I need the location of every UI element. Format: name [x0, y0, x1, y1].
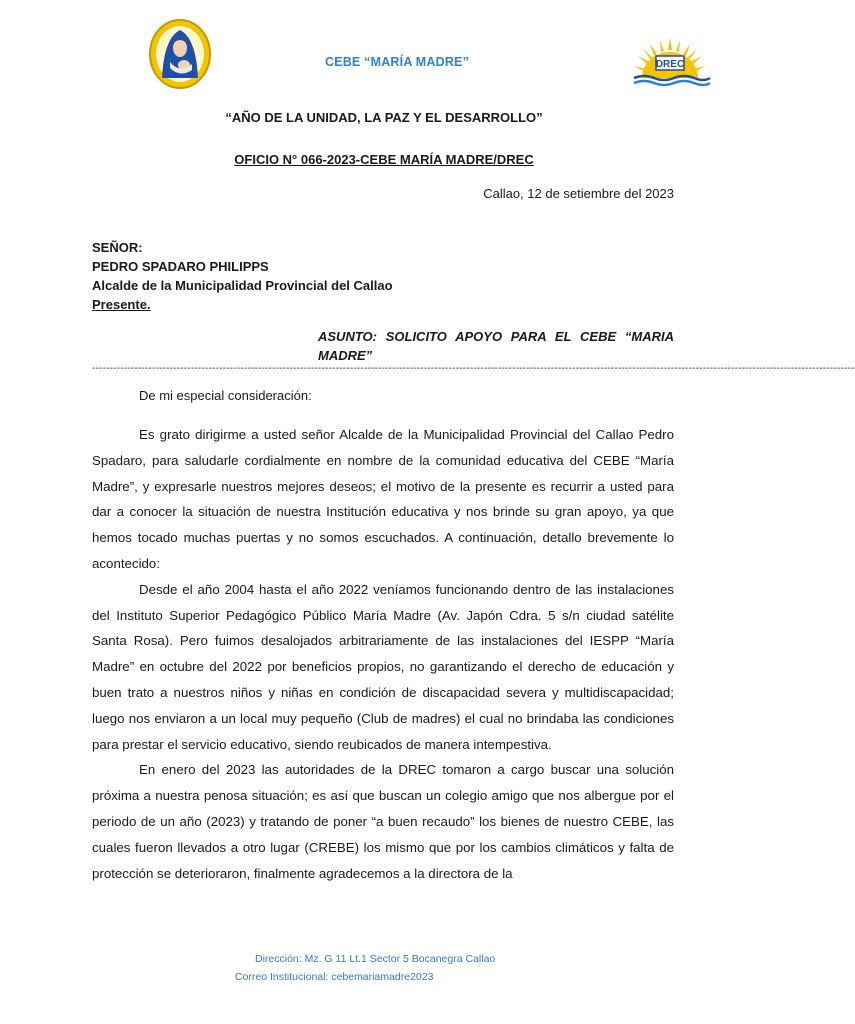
subject-line: ASUNTO: SOLICITO APOYO PARA EL CEBE “MARIA MADRE” [318, 329, 674, 363]
document-number: OFICIO N° 066-2023-CEBE MARÍA MADRE/DREC [234, 152, 534, 167]
maria-madre-logo-icon [148, 18, 212, 90]
recipient-name: PEDRO SPADARO PHILIPPS [92, 259, 269, 274]
greeting: De mi especial consideración: [139, 388, 312, 403]
body-paragraph-1: Es grato dirigirme a usted señor Alcalde de la Municipalidad Provincial del Callao Pedro Spadaro, para saludarle cordialmente en nombre de la comunidad educativa del CEBE “María Madre”, y expresarle nuestros mejores deseos; el motivo de la presente es recurrir a usted para dar a conocer la situación de nuestra Institución educativa y nos brinde su gran apoyo, ya que hemos tocado muchas puertas y no somos escuchados. A continuación, detallo brevemente lo acontecido: [92, 427, 674, 571]
drec-logo-text: DREC [655, 59, 685, 70]
body-paragraph-2: Desde el año 2004 hasta el año 2022 veníamos funcionando dentro de las instalaciones del Instituto Superior Pedagógico Público María Madre (Av. Japón Cdra. 5 s/n ciudad satélite Santa Rosa). Pero fuimos desalojados arbitrariamente de las instalaciones del IESPP “María Madre” en octubre del 2022 por beneficios propios, no garantizando el derecho de educación y buen trato a nuestros niños y niñas en condición de discapacidad severa y multidiscapacidad; luego nos enviaron a un local muy pequeño (Club de madres) el cual no brindaba las condiciones para prestar el servicio educativo, siendo reubicados de manera intempestiva. [92, 581, 674, 752]
letter-body [92, 422, 674, 886]
recipient-title: Alcalde de la Municipalidad Provincial del Callao [92, 278, 393, 293]
year-motto: “AÑO DE LA UNIDAD, LA PAZ Y EL DESARROLLO” [225, 110, 543, 125]
recipient-salutation: SEÑOR: [92, 240, 143, 255]
footer-address: Dirección: Mz. G 11 Lt.1 Sector 5 Bocanegra Callao [255, 953, 496, 965]
recipient-block [92, 238, 393, 314]
document-date: Callao, 12 de setiembre del 2023 [483, 186, 674, 201]
recipient-presente: Presente. [92, 297, 151, 312]
footer-email: Correo Institucional: cebemariamadre2023 [235, 971, 434, 983]
footer [0, 950, 768, 986]
separator-line: ------------------------------------------------------------------------------------------------------------------------------------------------------------------------------------------------------------------------ [92, 363, 855, 374]
school-name: CEBE “MARÍA MADRE” [324, 55, 470, 69]
body-paragraph-3: En enero del 2023 las autoridades de la DREC tomaron a cargo buscar una solución próxima a nuestra penosa situación; es así que buscan un colegio amigo que nos albergue por el periodo de un año (2023) y tratando de poner “a buen recaudo” los bienes de nuestro CEBE, las cuales fueron llevados a otro lugar (CREBE) los mismo que por los cambios climáticos y falta de protección se deterioraron, finalmente agradecemos a la directora de la [92, 762, 674, 881]
